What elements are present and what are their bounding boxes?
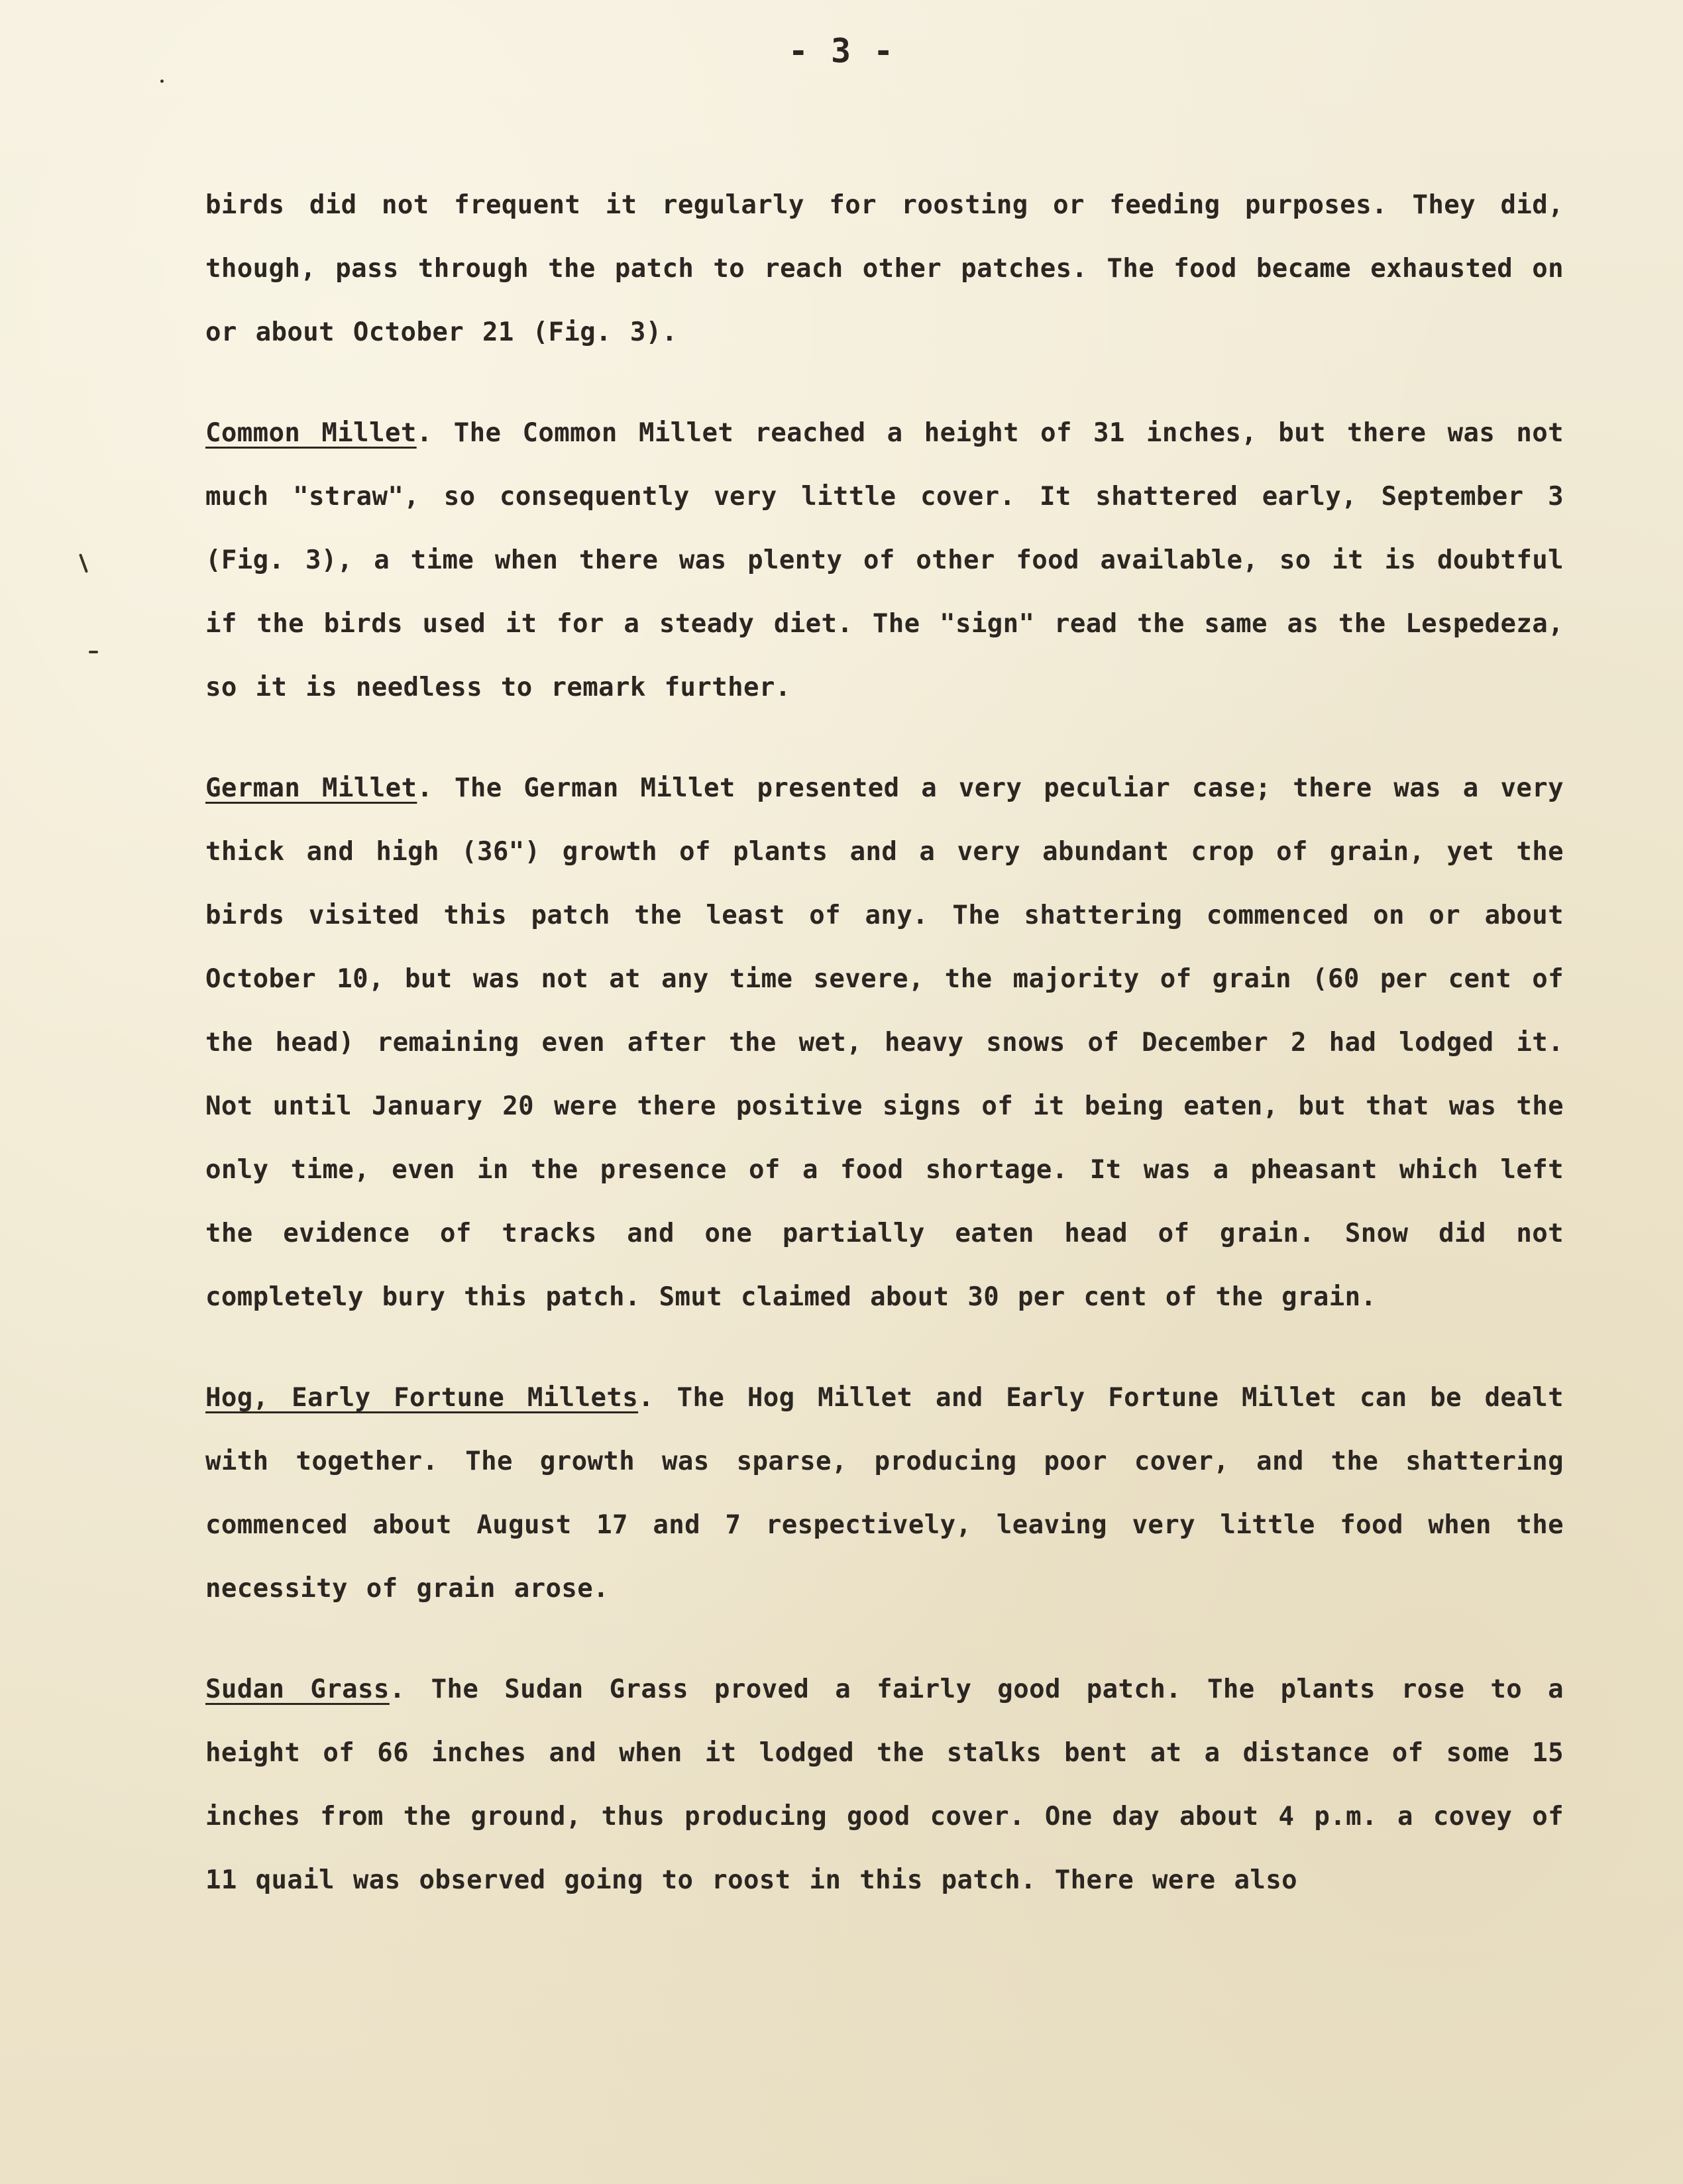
paragraph (205, 402, 1564, 720)
section-heading: Common Millet (205, 418, 417, 448)
paragraph-text: . The Hog Millet and Early Fortune Millet can be dealt with together. The growth was sparse, producing poor cover, and the shattering commenced about August 17 and 7 respectively, leaving very little food when the necessity of grain arose. (205, 1383, 1564, 1604)
page-number: - 3 - (788, 32, 895, 70)
paragraph (205, 1658, 1564, 1912)
paragraph (205, 1366, 1564, 1621)
document-body (205, 174, 1564, 1912)
paragraph (205, 757, 1564, 1329)
paragraph (205, 174, 1564, 364)
section-heading: Hog, Early Fortune Millets (205, 1383, 639, 1413)
margin-mark (79, 553, 88, 573)
section-heading: German Millet (205, 773, 417, 803)
paragraph-text: birds did not frequent it regularly for roosting or feeding purposes. They did, though, pass through the patch to reach other patches. The food became exhausted on or about October 21 (Fig. 3). (205, 190, 1564, 347)
paragraph-text: . The Common Millet reached a height of 31 inches, but there was not much "straw", so consequently very little cover. It shattered early, September 3 (Fig. 3), a time when there was plenty of other food available, so it is doubtful if the birds used it for a steady diet. The "sign" read the same as the Lespedeza, so it is needless to remark further. (205, 418, 1564, 702)
paragraph-text: . The Sudan Grass proved a fairly good patch. The plants rose to a height of 66 inches and when it lodged the stalks bent at a distance of some 15 inches from the ground, thus producing good cover. One day about 4 p.m. a covey of 11 quail was observed going to roost in this patch. There were also (205, 1674, 1564, 1895)
section-heading: Sudan Grass (205, 1674, 390, 1704)
margin-mark (160, 80, 164, 83)
margin-mark (89, 651, 98, 653)
paragraph-text: . The German Millet presented a very peculiar case; there was a very thick and high (36") growth of plants and a very abundant crop of grain, yet the birds visited this patch the least of any. The shattering commenced on or about October 10, but was not at any time severe, the majority of grain (60 per cent of the head) remaining even after the wet, heavy snows of December 2 had lodged it. Not until January 20 were there positive signs of it being eaten, but that was the only time, even in the presence of a food shortage. It was a pheasant which left the evidence of tracks and one partially eaten head of grain. Snow did not completely bury this patch. Smut claimed about 30 per cent of the grain. (205, 773, 1564, 1312)
